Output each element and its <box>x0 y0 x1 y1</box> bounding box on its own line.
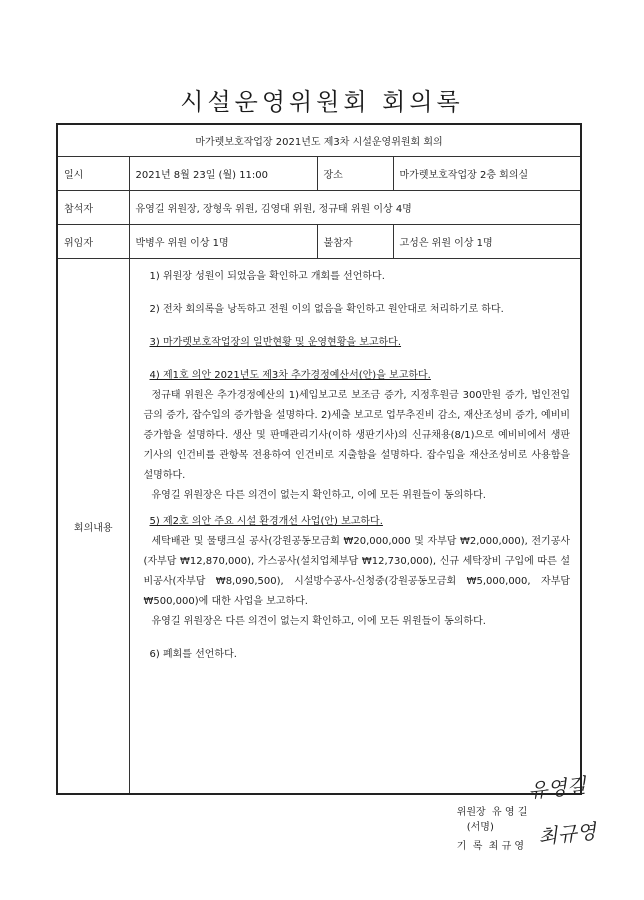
chair-handwritten-signature: 유영길 <box>527 773 588 803</box>
chair-seal-mark: (서명) <box>466 822 494 833</box>
date-value: 2021년 8월 23일 (월) 11:00 <box>129 157 317 191</box>
content-label: 회의내용 <box>57 259 129 795</box>
recorder-signature-line <box>444 826 524 863</box>
agenda-item-6: 6) 폐회를 선언하다. <box>149 649 237 660</box>
agenda-item-5: 5) 제2호 의안 주요 시설 환경개선 사업(안) 보고하다. <box>149 516 383 527</box>
recorder-name: 기 록 최 규 영 <box>456 841 525 852</box>
agenda-item-5-body: 세탁배관 및 물탱크실 공사(강원공동모금회 ₩20,000,000 및 자부담 ₩2,000,000), 전기공사(자부담 ₩12,870,000), 가스공사(설치업체부담 ₩12,730,000), 신규 세탁장비 구입에 따른 설비공사(자부담 ₩8,090,500), 시설방수공사-신청중(강원공동모금회 ₩5,000,000, 자부담 ₩500,000)에 대한 사업을 보고하다. <box>143 536 571 607</box>
agenda-item-3: 3) 마가렛보호작업장의 일반현황 및 운영현황을 보고하다. <box>149 337 402 348</box>
agenda-item-4: 4) 제1호 의안 2021년도 제3차 추가경정예산서(안)을 보고하다. <box>149 370 431 381</box>
meeting-name: 마가렛보호작업장 2021년도 제3차 시설운영위원회 회의 <box>57 124 581 157</box>
chair-name: 위원장 유 영 길 <box>456 807 528 818</box>
attendees-value: 유영길 위원장, 장형욱 위원, 김영대 위원, 정규태 위원 이상 4명 <box>129 191 581 225</box>
document-title: 시설운영위원회 회의록 <box>180 88 464 116</box>
agenda-item-1: 1) 위원장 성원이 되었음을 확인하고 개회를 선언하다. <box>149 271 385 282</box>
content-row <box>57 259 581 795</box>
place-label: 장소 <box>317 157 393 191</box>
meeting-name-row <box>57 124 581 157</box>
meeting-content <box>129 259 581 795</box>
agenda-item-2: 2) 전차 회의록을 낭독하고 전원 이의 없음을 확인하고 원안대로 처리하기로 하다. <box>149 304 504 315</box>
attendees-label: 참석자 <box>57 191 129 225</box>
date-label: 일시 <box>57 157 129 191</box>
date-row <box>57 157 581 191</box>
minutes-table <box>56 123 582 795</box>
delegate-value: 박병우 위원 이상 1명 <box>129 225 317 259</box>
agenda-item-5-resolution: 유영길 위원장은 다른 의견이 없는지 확인하고, 이에 모든 위원들이 동의하다. <box>151 616 486 627</box>
recorder-handwritten-signature: 최규영 <box>537 819 598 849</box>
absent-value: 고성은 위원 이상 1명 <box>393 225 581 259</box>
agenda-item-4-body: 정규태 위원은 추가경정예산의 1)세입보고로 보조금 증가, 지정후원금 300만원 증가, 법인전입금의 증가, 잡수입의 증가함을 설명하다. 2)세출 보고로 업무추진비 감소, 재산조성비 증가, 예비비 증가함을 설명하다. 생산 및 판매관리기사(이하 생판기사)의 신규채용(8/1)으로 예비비에서 생판기사의 인건비를 관항목 전용하여 인건비로 지출함을 설명하다. 잡수입을 재산조성비로 사용함을 설명하다. <box>143 390 571 481</box>
agenda-item-4-resolution: 유영길 위원장은 다른 의견이 없는지 확인하고, 이에 모든 위원들이 동의하다. <box>151 490 486 501</box>
place-value: 마가렛보호작업장 2층 회의실 <box>393 157 581 191</box>
absent-label: 불참자 <box>317 225 393 259</box>
attendees-row <box>57 191 581 225</box>
delegate-row <box>57 225 581 259</box>
delegate-label: 위임자 <box>57 225 129 259</box>
